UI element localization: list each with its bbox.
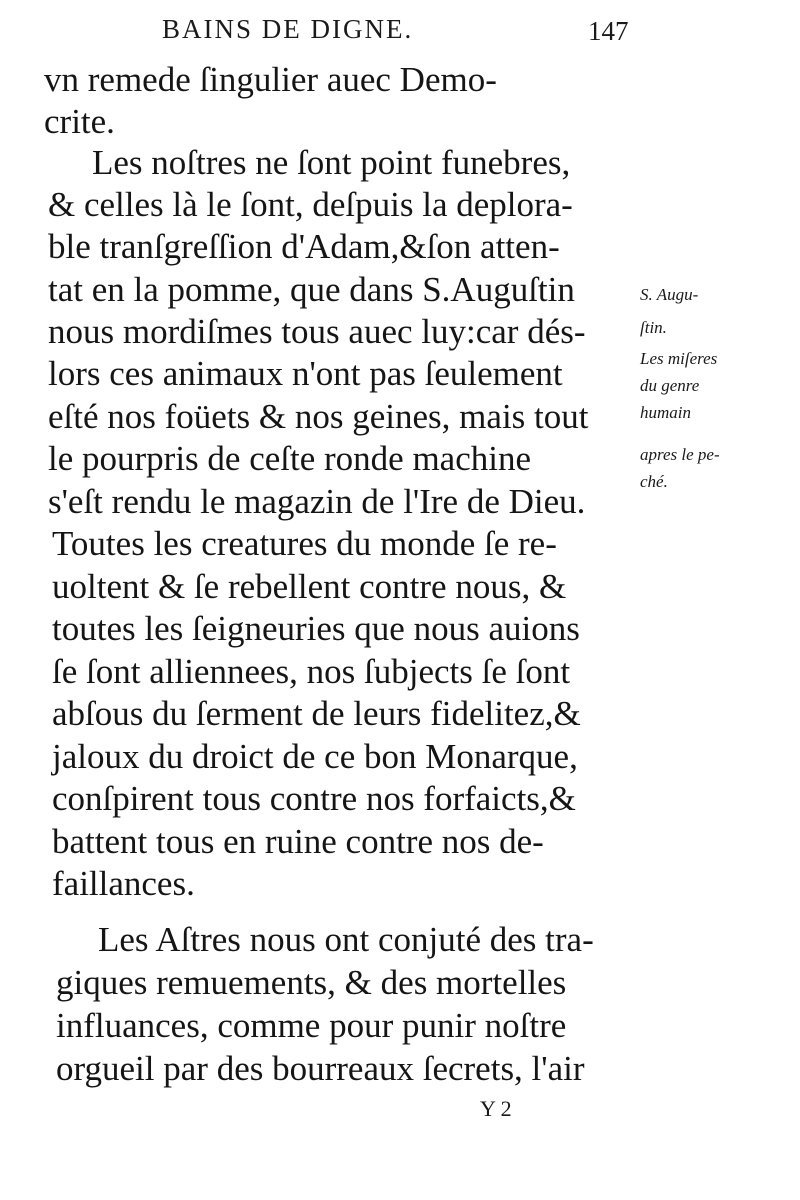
text-line: Les noſtres ne ſont point funebres, (92, 143, 571, 182)
text-line: tat en la pomme, que dans S.Auguſtin (48, 270, 575, 309)
text-line: jaloux du droict de ce bon Monarque, (52, 737, 578, 776)
text-line: lors ces animaux n'ont pas ſeulement (48, 354, 563, 393)
text-line: influances, comme pour punir noſtre (56, 1006, 567, 1045)
text-line: crite. (44, 102, 115, 141)
signature-mark: Y 2 (480, 1096, 512, 1121)
text-line: conſpirent tous contre nos forfaicts,& (52, 779, 576, 818)
margin-note: Les miſeres (640, 349, 718, 368)
margin-note: humain (640, 403, 691, 422)
text-line: eſté nos foüets & nos geines, mais tout (48, 397, 589, 436)
margin-note: du genre (640, 376, 700, 395)
text-line: Les Aſtres nous ont conjuté des tra- (98, 920, 594, 959)
margin-note: apres le pe- (640, 445, 720, 464)
text-line: ſe ſont alliennees, nos ſubjects ſe ſont (52, 652, 571, 691)
running-head: BAINS DE DIGNE. (162, 14, 414, 44)
text-line: battent tous en ruine contre nos de- (52, 822, 544, 861)
text-line: Toutes les creatures du monde ſe re- (52, 524, 557, 563)
text-line: vn remede ſingulier auec Demo- (44, 60, 497, 99)
text-line: giques remuements, & des mortelles (56, 963, 567, 1002)
text-line: nous mordiſmes tous auec luy:car dés- (48, 312, 586, 351)
text-line: uoltent & ſe rebellent contre nous, & (52, 567, 567, 606)
text-line: faillances. (52, 864, 195, 903)
text-line: le pourpris de ceſte ronde machine (48, 439, 531, 478)
page-number: 147 (588, 16, 629, 46)
text-line: & celles là le ſont, deſpuis la deplora- (48, 185, 573, 224)
margin-note: S. Augu- (640, 285, 699, 304)
margin-note: ché. (640, 472, 668, 491)
text-line: ble tranſgreſſion d'Adam,&ſon atten- (48, 227, 560, 266)
text-line: orgueil par des bourreaux ſecrets, l'air (56, 1049, 585, 1088)
text-line: abſous du ſerment de leurs fidelitez,& (52, 694, 581, 733)
margin-note: ſtin. (640, 318, 667, 337)
text-line: s'eſt rendu le magazin de l'Ire de Dieu. (48, 482, 586, 521)
text-line: toutes les ſeigneuries que nous auions (52, 609, 580, 648)
